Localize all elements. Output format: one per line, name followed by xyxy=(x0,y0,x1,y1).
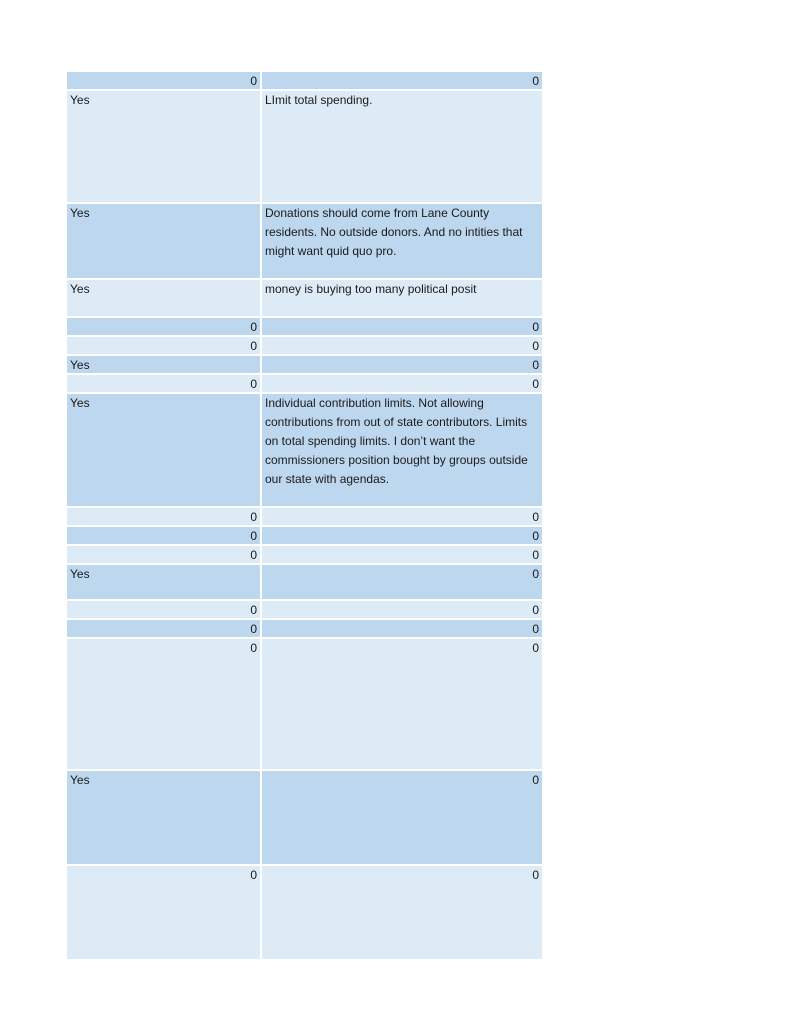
cell-column-b[interactable]: 0 xyxy=(262,337,542,354)
cell-column-a[interactable]: 0 xyxy=(67,601,260,618)
table-row xyxy=(67,375,542,392)
cell-column-b[interactable]: 0 xyxy=(262,508,542,525)
cell-column-a[interactable]: 0 xyxy=(67,508,260,525)
cell-column-b[interactable]: 0 xyxy=(262,601,542,618)
table-row xyxy=(67,527,542,544)
cell-column-b[interactable]: 0 xyxy=(262,546,542,563)
cell-column-a[interactable]: 0 xyxy=(67,337,260,354)
table-row xyxy=(67,204,542,278)
table-row xyxy=(67,620,542,637)
cell-column-a[interactable]: 0 xyxy=(67,375,260,392)
cell-column-a[interactable]: 0 xyxy=(67,620,260,637)
cell-column-b[interactable]: 0 xyxy=(262,620,542,637)
cell-column-b[interactable]: Donations should come from Lane County residents. No outside donors. And no intities that might want quid quo pro. xyxy=(262,204,542,278)
cell-column-b[interactable]: 0 xyxy=(262,639,542,769)
cell-column-a[interactable]: 0 xyxy=(67,639,260,769)
table-row xyxy=(67,508,542,525)
cell-column-a[interactable]: 0 xyxy=(67,527,260,544)
cell-column-a[interactable]: 0 xyxy=(67,318,260,335)
table-row xyxy=(67,72,542,89)
table-row xyxy=(67,394,542,506)
cell-column-a[interactable]: Yes xyxy=(67,771,260,864)
cell-column-a[interactable]: Yes xyxy=(67,394,260,506)
spreadsheet-table xyxy=(67,72,542,959)
table-row xyxy=(67,601,542,618)
table-row xyxy=(67,546,542,563)
table-row xyxy=(67,639,542,769)
table-row xyxy=(67,337,542,354)
cell-column-b[interactable]: 0 xyxy=(262,318,542,335)
cell-column-b[interactable]: 0 xyxy=(262,375,542,392)
cell-column-b[interactable]: LImit total spending. xyxy=(262,91,542,202)
cell-column-b[interactable]: Individual contribution limits. Not allowing contributions from out of state contributors. Limits on total spending limits. I don’t want the commissioners position bought by groups outside our state with agendas. xyxy=(262,394,542,506)
cell-column-b[interactable]: 0 xyxy=(262,356,542,373)
cell-column-b[interactable]: 0 xyxy=(262,527,542,544)
cell-column-a[interactable]: Yes xyxy=(67,280,260,316)
cell-column-a[interactable]: 0 xyxy=(67,866,260,959)
table-row xyxy=(67,565,542,599)
cell-column-a[interactable]: Yes xyxy=(67,565,260,599)
cell-column-b[interactable]: 0 xyxy=(262,72,542,89)
cell-column-a[interactable]: Yes xyxy=(67,204,260,278)
cell-column-b[interactable]: 0 xyxy=(262,866,542,959)
cell-column-b[interactable]: 0 xyxy=(262,565,542,599)
cell-column-b[interactable]: 0 xyxy=(262,771,542,864)
cell-column-a[interactable]: 0 xyxy=(67,546,260,563)
cell-column-a[interactable]: Yes xyxy=(67,356,260,373)
cell-column-a[interactable]: 0 xyxy=(67,72,260,89)
cell-column-a[interactable]: Yes xyxy=(67,91,260,202)
table-row xyxy=(67,866,542,959)
cell-column-b[interactable]: money is buying too many political posit xyxy=(262,280,542,316)
table-row xyxy=(67,771,542,864)
table-row xyxy=(67,356,542,373)
table-row xyxy=(67,280,542,316)
table-row xyxy=(67,91,542,202)
table-row xyxy=(67,318,542,335)
